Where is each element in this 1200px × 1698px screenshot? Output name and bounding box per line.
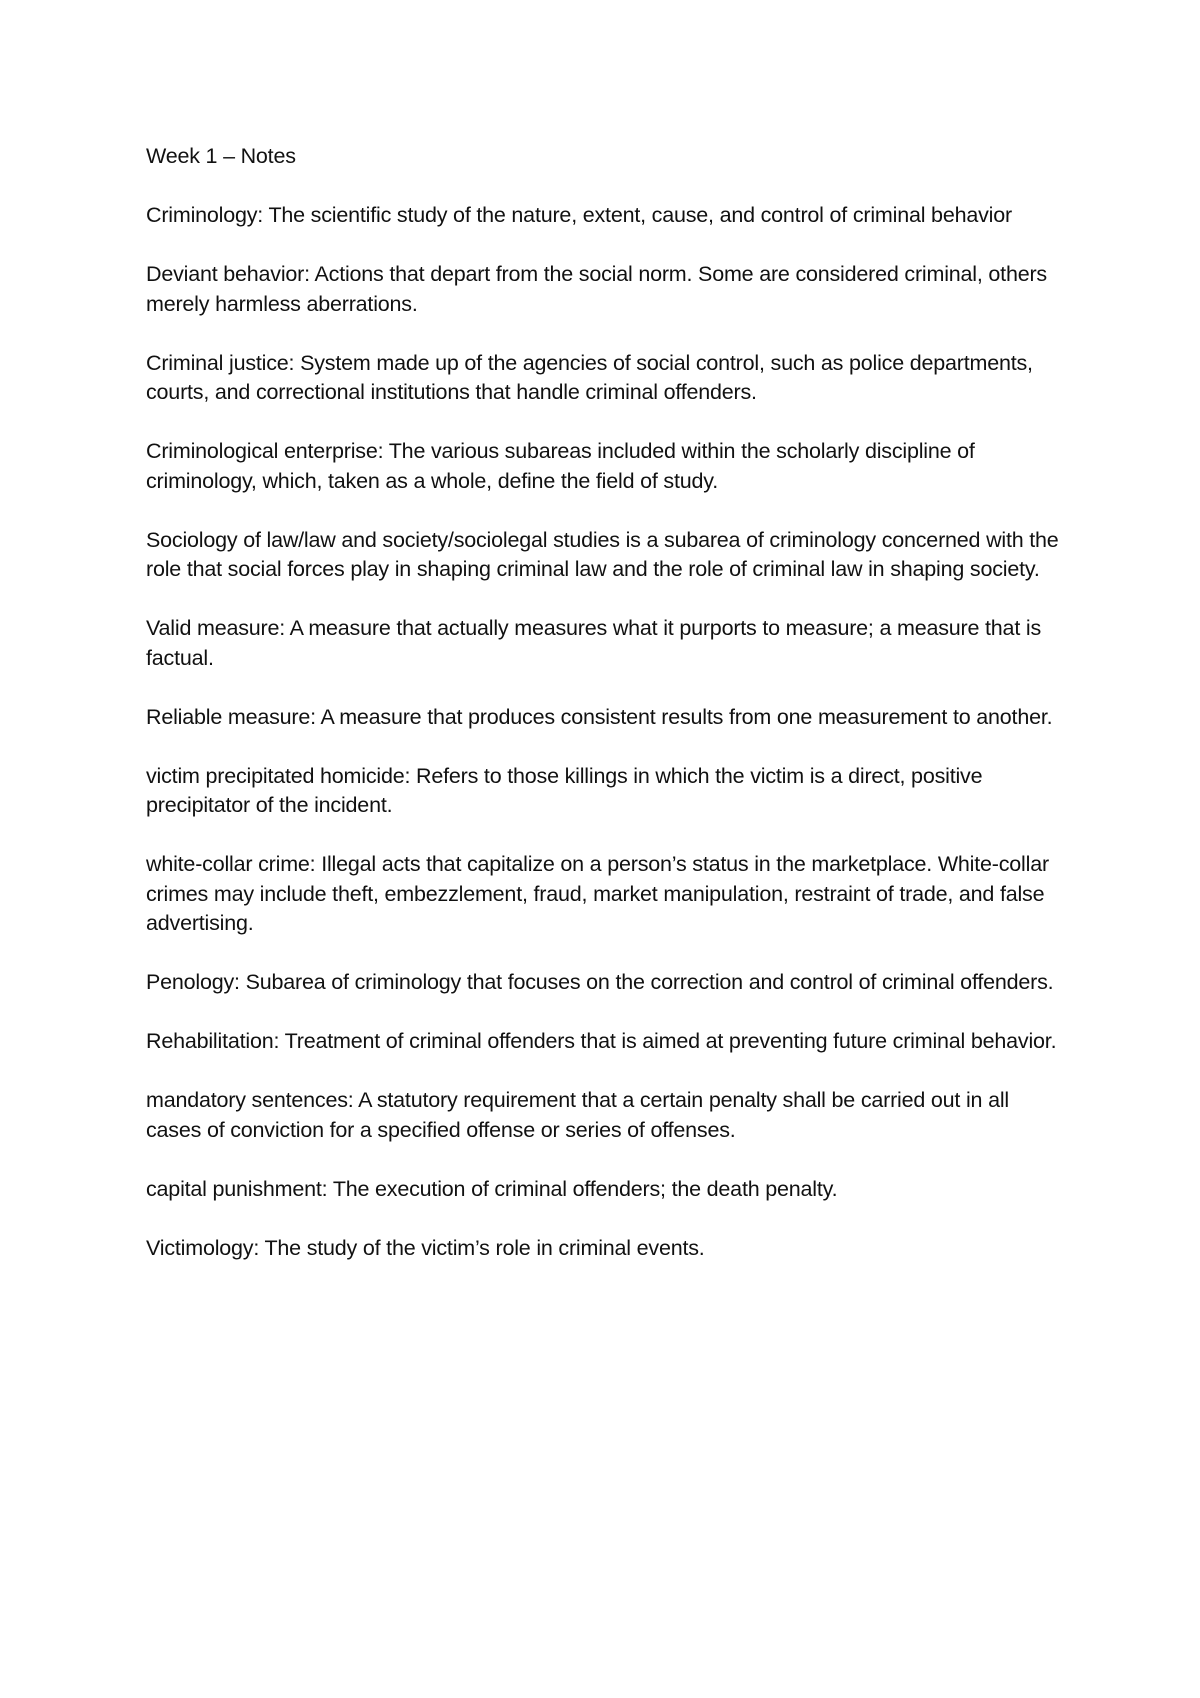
note-deviant-behavior: Deviant behavior: Actions that depart from the social norm. Some are considered criminal, others merely harmless aberrations.: [146, 262, 1047, 316]
note-criminology: Criminology: The scientific study of the nature, extent, cause, and control of criminal behavior: [146, 203, 1012, 227]
note-valid-measure: Valid measure: A measure that actually measures what it purports to measure; a measure that is factual.: [146, 616, 1041, 670]
note-victim-precipitated-homicide: victim precipitated homicide: Refers to those killings in which the victim is a direct, positive precipitator of the incident.: [146, 763, 983, 817]
note-mandatory-sentences: mandatory sentences: A statutory requirement that a certain penalty shall be carried out in all cases of conviction for a specified offense or series of offenses.: [146, 1088, 1009, 1142]
document-body: [146, 142, 1066, 1293]
document-title: Week 1 – Notes: [146, 144, 296, 168]
note-white-collar-crime: white-collar crime: Illegal acts that capitalize on a person’s status in the marketplace. White-collar crimes may include theft, embezzlement, fraud, market manipulation, restraint of trade, and false advertising.: [146, 852, 1049, 935]
note-criminal-justice: Criminal justice: System made up of the agencies of social control, such as police departments, courts, and correctional institutions that handle criminal offenders.: [146, 350, 1033, 404]
note-criminological-enterprise: Criminological enterprise: The various subareas included within the scholarly discipline of criminology, which, taken as a whole, define the field of study.: [146, 439, 975, 493]
note-capital-punishment: capital punishment: The execution of criminal offenders; the death penalty.: [146, 1176, 838, 1201]
note-rehabilitation: Rehabilitation: Treatment of criminal offenders that is aimed at preventing future criminal behavior.: [146, 1029, 1057, 1053]
note-reliable-measure: Reliable measure: A measure that produces consistent results from one measurement to another.: [146, 704, 1053, 729]
note-victimology: Victimology: The study of the victim’s role in criminal events.: [146, 1235, 705, 1260]
note-penology: Penology: Subarea of criminology that focuses on the correction and control of criminal offenders.: [146, 970, 1054, 994]
note-sociology-of-law: Sociology of law/law and society/sociolegal studies is a subarea of criminology concerned with the role that social forces play in shaping criminal law and the role of criminal law in shaping society.: [146, 527, 1059, 581]
